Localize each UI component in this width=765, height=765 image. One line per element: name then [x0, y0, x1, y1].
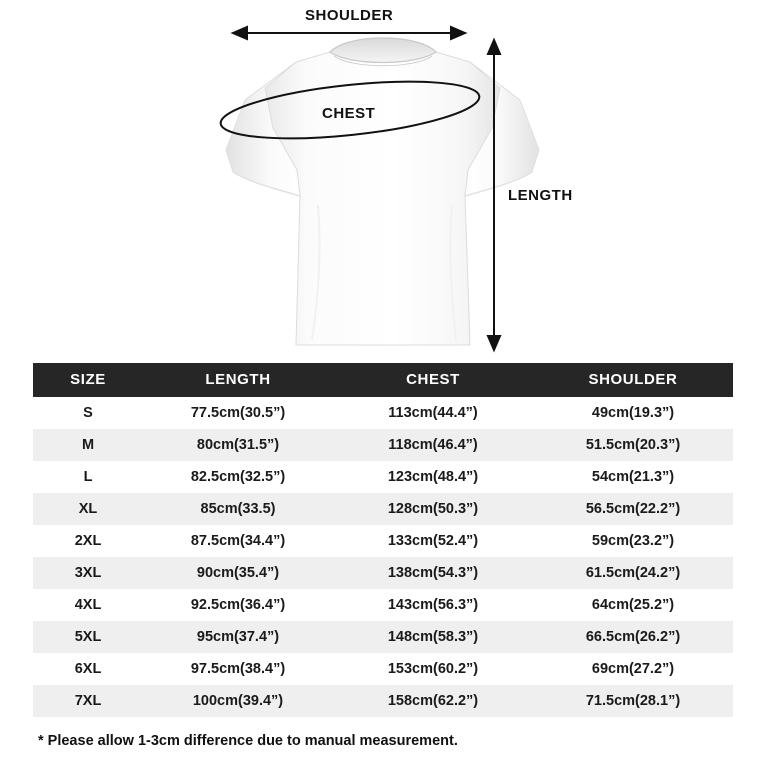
cell-chest: 148cm(58.3”)	[387, 629, 479, 645]
cell-shoulder: 66.5cm(26.2”)	[585, 629, 681, 645]
table-row	[33, 461, 733, 493]
column-header-chest: CHEST	[333, 363, 533, 397]
cell-size: M	[81, 437, 95, 453]
table-header-row	[33, 363, 733, 397]
cell-chest: 138cm(54.3”)	[387, 565, 479, 581]
cell-size: S	[83, 405, 93, 421]
cell-chest: 133cm(52.4”)	[387, 533, 479, 549]
table-row	[33, 685, 733, 717]
table-row	[33, 653, 733, 685]
cell-chest: 158cm(62.2”)	[387, 693, 479, 709]
cell-size: 7XL	[74, 693, 102, 709]
cell-size: L	[83, 469, 93, 485]
cell-shoulder: 49cm(19.3”)	[591, 405, 675, 421]
table-row	[33, 525, 733, 557]
cell-length: 97.5cm(38.4”)	[190, 661, 286, 677]
cell-length: 87.5cm(34.4”)	[190, 533, 286, 549]
cell-length: 77.5cm(30.5”)	[190, 405, 286, 421]
size-table-header	[33, 363, 733, 397]
cell-chest: 123cm(48.4”)	[387, 469, 479, 485]
cell-length: 82.5cm(32.5”)	[190, 469, 286, 485]
table-row	[33, 621, 733, 653]
tshirt-diagram-svg	[0, 0, 765, 360]
table-row	[33, 397, 733, 429]
length-label: LENGTH	[508, 187, 573, 204]
cell-size: 3XL	[74, 565, 102, 581]
column-header-size: SIZE	[33, 363, 143, 397]
cell-length: 100cm(39.4”)	[192, 693, 284, 709]
cell-length: 90cm(35.4”)	[196, 565, 280, 581]
cell-length: 95cm(37.4”)	[196, 629, 280, 645]
cell-size: 5XL	[74, 629, 102, 645]
cell-size: 2XL	[74, 533, 102, 549]
cell-chest: 153cm(60.2”)	[387, 661, 479, 677]
cell-chest: 113cm(44.4”)	[388, 405, 478, 421]
garment-illustration	[0, 0, 765, 360]
cell-chest: 128cm(50.3”)	[387, 501, 479, 517]
table-row	[33, 589, 733, 621]
cell-shoulder: 69cm(27.2”)	[591, 661, 675, 677]
cell-chest: 118cm(46.4”)	[388, 437, 478, 453]
cell-shoulder: 54cm(21.3”)	[591, 469, 675, 485]
cell-shoulder: 59cm(23.2”)	[591, 533, 675, 549]
cell-size: 4XL	[74, 597, 102, 613]
cell-shoulder: 71.5cm(28.1”)	[585, 693, 681, 709]
column-header-shoulder: SHOULDER	[533, 363, 733, 397]
cell-shoulder: 56.5cm(22.2”)	[585, 501, 681, 517]
table-row	[33, 493, 733, 525]
column-header-length: LENGTH	[143, 363, 333, 397]
cell-shoulder: 51.5cm(20.3”)	[585, 437, 681, 453]
tshirt-body-shape	[226, 38, 539, 345]
cell-size: XL	[78, 501, 98, 517]
size-table	[33, 363, 733, 717]
cell-shoulder: 64cm(25.2”)	[591, 597, 675, 613]
cell-size: 6XL	[74, 661, 102, 677]
table-row	[33, 429, 733, 461]
cell-length: 80cm(31.5”)	[196, 437, 280, 453]
shoulder-measure-arrow	[233, 27, 465, 39]
chest-label: CHEST	[322, 105, 376, 122]
cell-length: 85cm(33.5)	[200, 501, 276, 517]
measurement-footnote: * Please allow 1-3cm difference due to manual measurement.	[38, 733, 458, 749]
cell-shoulder: 61.5cm(24.2”)	[585, 565, 681, 581]
shoulder-label: SHOULDER	[305, 7, 394, 24]
size-table-body	[33, 397, 733, 717]
table-row	[33, 557, 733, 589]
cell-chest: 143cm(56.3”)	[387, 597, 479, 613]
cell-length: 92.5cm(36.4”)	[190, 597, 286, 613]
